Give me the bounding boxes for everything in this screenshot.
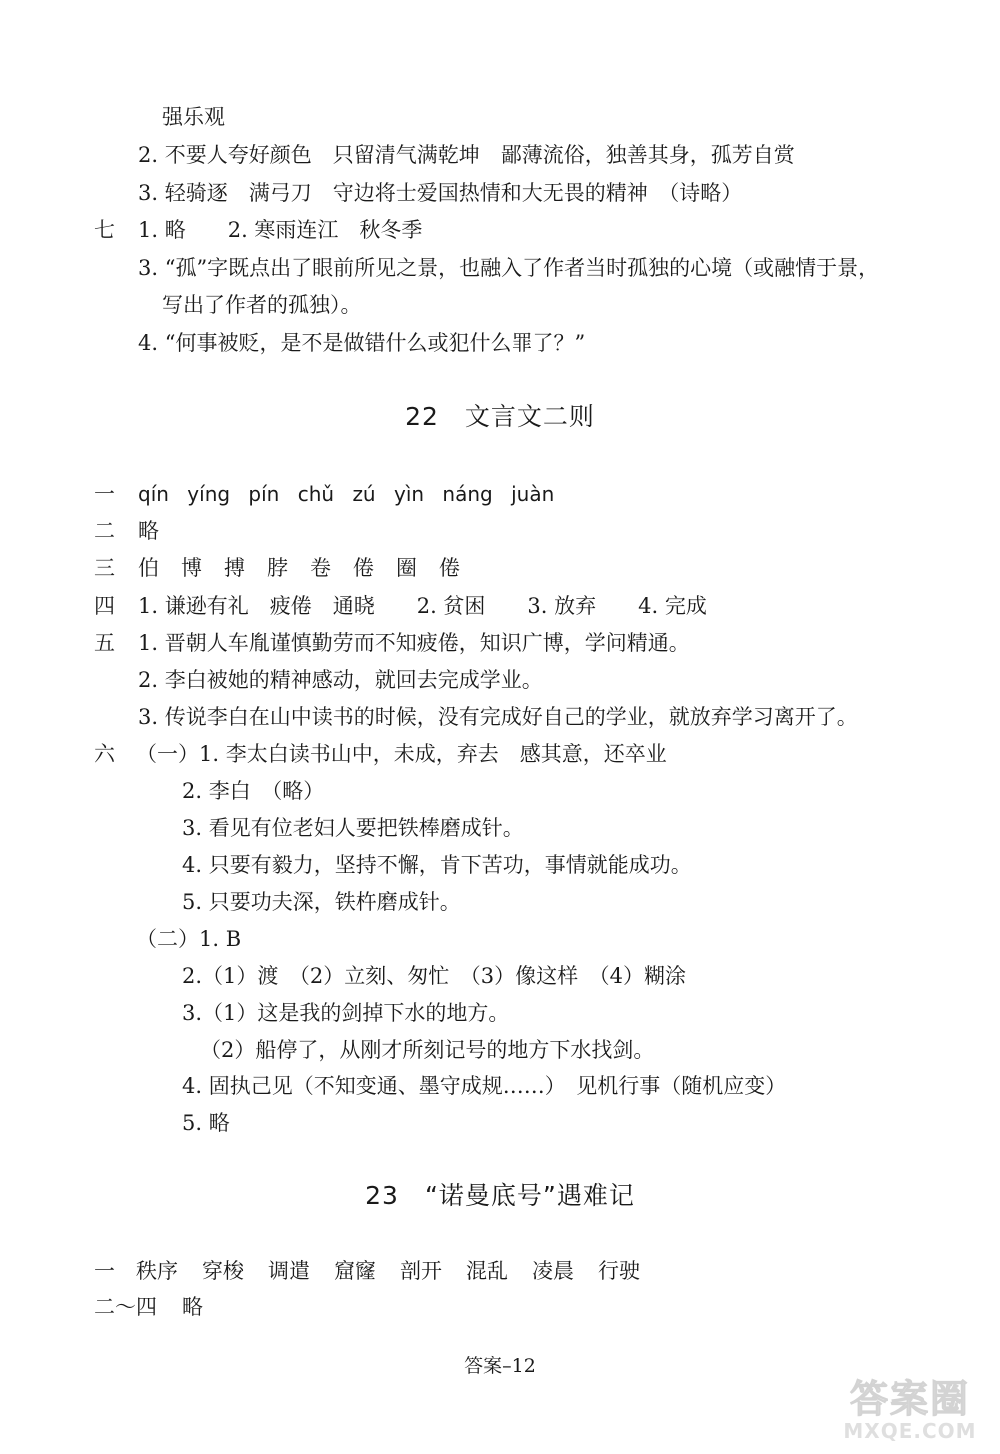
pinyin: juàn: [511, 482, 555, 506]
word-row: [136, 1258, 640, 1284]
question-number: 四: [94, 594, 115, 618]
answer-line: （一）1. 李太白读书山中，未成，弃去 感其意，还卒业: [136, 742, 667, 766]
pinyin-row: [138, 481, 554, 507]
answer-line: 3.（1）这是我的剑掉下水的地方。: [182, 1001, 510, 1025]
answer-line: 2. 李白 （略）: [182, 779, 325, 803]
question-number: 五: [94, 631, 115, 655]
answer-line: 2.（1）渡 （2）立刻、匆忙 （3）像这样 （4）糊涂: [182, 964, 686, 988]
question-number: 六: [94, 742, 115, 766]
word: 穿梭: [202, 1259, 244, 1283]
question-number: 七: [94, 218, 115, 242]
answer-line: （二）1. B: [136, 927, 242, 951]
question-number: 二～四: [94, 1295, 157, 1319]
question-number: 一: [94, 482, 115, 506]
word: 秩序: [136, 1259, 178, 1283]
word: 混乱: [466, 1259, 508, 1283]
pinyin: yìn: [393, 482, 425, 506]
character: 倦: [353, 556, 374, 580]
section-title: 22 文言文二则: [405, 402, 595, 431]
question-number: 二: [94, 519, 115, 543]
character: 卷: [310, 556, 331, 580]
answer-line: 强乐观: [162, 105, 225, 129]
pinyin: náng: [442, 482, 493, 506]
word: 凌晨: [532, 1259, 574, 1283]
word: 行驶: [598, 1259, 640, 1283]
pinyin: zú: [352, 482, 376, 506]
answer-line: 2. 李白被她的精神感动，就回去完成学业。: [138, 668, 543, 692]
pinyin: qín: [138, 482, 169, 506]
answer-line: 1. 略 2. 寒雨连江 秋冬季: [138, 218, 423, 242]
pinyin: chǔ: [297, 482, 335, 506]
answer-line: 3. 轻骑逐 满弓刀 守边将士爱国热情和大无畏的精神 （诗略）: [138, 181, 743, 205]
section-title: 23 “诺曼底号”遇难记: [365, 1181, 635, 1210]
answer-line: 4. 固执己见（不知变通、墨守成规……） 见机行事（随机应变）: [182, 1074, 787, 1098]
word: 剖开: [400, 1259, 442, 1283]
character: 博: [181, 556, 202, 580]
watermark-url: MXQE.COM: [843, 1419, 977, 1443]
answer-line: 3. 传说李白在山中读书的时候，没有完成好自己的学业，就放弃学习离开了。: [138, 705, 858, 729]
word: 窟窿: [334, 1259, 376, 1283]
answer-line: 1. 谦逊有礼 疲倦 通晓 2. 贫困 3. 放弃 4. 完成: [138, 594, 707, 618]
answer-line: （2）船停了，从刚才所刻记号的地方下水找剑。: [200, 1038, 655, 1062]
answer-line: 3. 看见有位老妇人要把铁棒磨成针。: [182, 816, 524, 840]
question-number: 三: [94, 556, 115, 580]
answer-line: 写出了作者的孤独）。: [162, 293, 362, 317]
answer-line: 4. “何事被贬，是不是做错什么或犯什么罪了？”: [138, 331, 586, 355]
watermark-title: 答案圈: [849, 1377, 970, 1421]
page-number: 答案–12: [464, 1355, 536, 1377]
answer-line: 略: [182, 1295, 203, 1319]
character: 搏: [224, 556, 245, 580]
pinyin: pín: [248, 482, 280, 506]
answer-line: 1. 晋朝人车胤谨慎勤劳而不知疲倦，知识广博，学问精通。: [138, 631, 690, 655]
character: 伯: [138, 556, 159, 580]
watermark-logo: [830, 1378, 990, 1446]
character: 圈: [396, 556, 417, 580]
answer-line: 5. 只要功夫深，铁杵磨成针。: [182, 890, 461, 914]
pinyin: yíng: [187, 482, 231, 506]
character: 脖: [267, 556, 288, 580]
character-row: [138, 555, 460, 581]
answer-line: 4. 只要有毅力，坚持不懈，肯下苦功，事情就能成功。: [182, 853, 692, 877]
character: 倦: [439, 556, 460, 580]
answer-line: 3. “孤”字既点出了眼前所见之景，也融入了作者当时孤独的心境（或融情于景，: [138, 256, 880, 280]
answer-line: 2. 不要人夸好颜色 只留清气满乾坤 鄙薄流俗，独善其身，孤芳自赏: [138, 143, 795, 167]
question-number: 一: [94, 1259, 115, 1283]
word: 调遣: [268, 1259, 310, 1283]
answer-line: 略: [138, 519, 159, 543]
answer-line: 5. 略: [182, 1111, 230, 1135]
